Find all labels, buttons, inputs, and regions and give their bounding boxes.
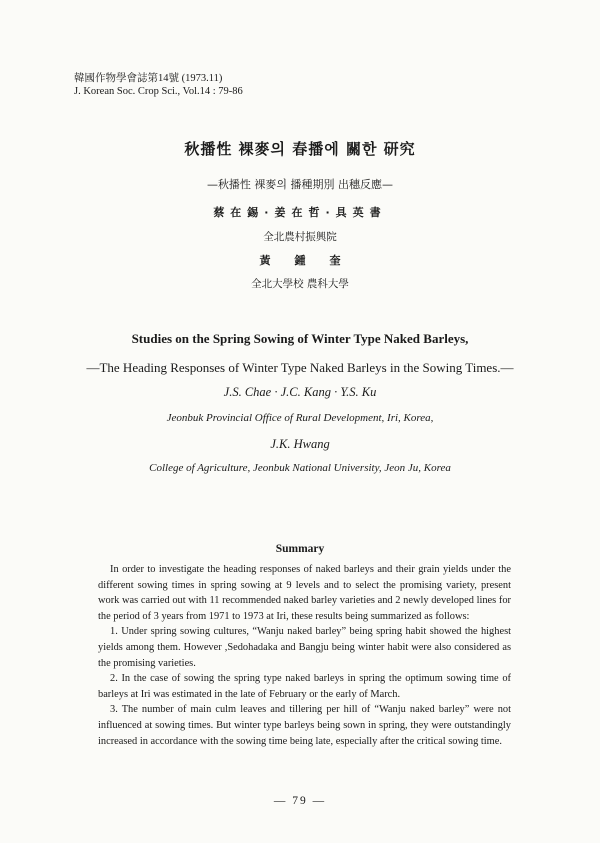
english-authors-primary: J.S. Chae · J.C. Kang · Y.S. Ku <box>223 385 377 399</box>
summary-intro-paragraph: In order to investigate the heading responses of naked barleys and their grain yields under the different sowing times in spring sowing at 9 levels and to select the promising variety, present work was carried out with 11 recommended naked barley varieties and 2 newly developed lines for the period of 3 years from 1971 to 1973 at Iri, these results being summarized as follows: <box>98 564 511 622</box>
summary-point-3: 3. The number of main culm leaves and tillering per hill of “Wanju naked barley” were not influenced at sowing times. But winter type barleys being sown in spring, they were outstandingly increased in accordance with the sowing time being late, especially after the critical sowing time. <box>98 704 511 747</box>
summary-point-1: 1. Under spring sowing cultures, “Wanju naked barley” being spring habit showed the highest yields among them. However ,Sedohadaka and Bangju being winter habit were also considered as the promising varieties. <box>98 626 511 669</box>
korean-affiliation-secondary: 全北大學校 農科大學 <box>251 278 349 290</box>
korean-authors-secondary: 黃鍾奎 <box>259 254 365 267</box>
page-number: — 79 — <box>273 795 327 807</box>
journal-citation-english: J. Korean Soc. Crop Sci., Vol.14 : 79-86 <box>74 86 243 97</box>
summary-body <box>98 562 511 749</box>
english-affiliation-primary: Jeonbuk Provincial Office of Rural Development, Iri, Korea, <box>166 412 434 424</box>
journal-citation-korean: 韓國作物學會誌第14號 (1973.11) <box>74 73 223 84</box>
journal-citation <box>74 72 243 98</box>
summary-heading: Summary <box>275 543 325 555</box>
korean-affiliation-primary: 全北農村振興院 <box>263 231 337 243</box>
summary-point-2: 2. In the case of sowing the spring type naked barleys in spring the optimum sowing time of barleys at Iri was estimated in the late of February or the early of March. <box>98 673 511 700</box>
korean-authors-primary: 蔡在錫·姜在哲·具英書 <box>213 206 387 219</box>
english-affiliation-secondary: College of Agriculture, Jeonbuk National University, Jeon Ju, Korea <box>149 462 451 474</box>
korean-title: 秋播性 裸麥의 春播에 關한 研究 <box>184 140 416 158</box>
english-authors-secondary: J.K. Hwang <box>270 437 330 451</box>
korean-subtitle: —秋播性 裸麥의 播種期別 出穗反應— <box>206 178 394 191</box>
english-subtitle: —The Heading Responses of Winter Type Naked Barleys in the Sowing Times.— <box>86 360 514 375</box>
english-title: Studies on the Spring Sowing of Winter Type Naked Barleys, <box>131 331 469 346</box>
